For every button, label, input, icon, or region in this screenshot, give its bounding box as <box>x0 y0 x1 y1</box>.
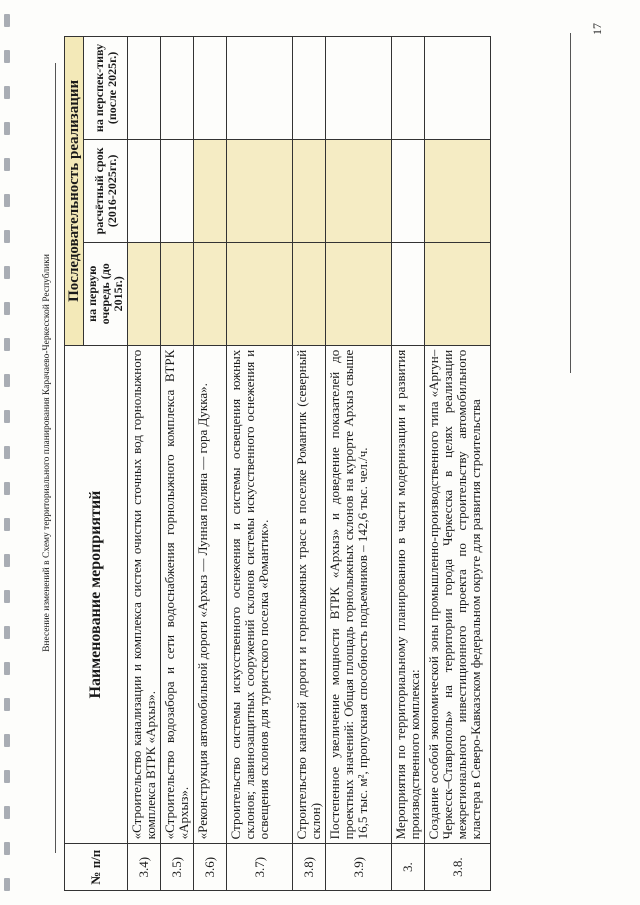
header-num: № п/п <box>65 844 128 891</box>
row-number: 3.4) <box>128 844 161 891</box>
cell-first-stage <box>425 242 491 345</box>
page-number: 17 <box>590 23 604 35</box>
row-name: Мероприятия по территориальному планированию в части модернизации и развития производственного комплекса: <box>392 345 425 844</box>
table-row <box>425 37 491 891</box>
row-name: Постепенное увеличение мощности ВТРК «Архыз» и доведение показателей до проектных значений: Общая площадь горнолыжных склонов на курорте Архыз свыше 16,5 тыс. м², пропускная способность подъемников – 142,6 тыс. чел./ч. <box>326 345 392 844</box>
row-name: «Строительство канализации и комплекса систем очистки сточных вод горнолыжного комплекса ВТРК «Архыз». <box>128 345 161 844</box>
row-number: 3.7) <box>227 844 293 891</box>
row-number: 3.6) <box>194 844 227 891</box>
cell-first-stage <box>293 242 326 345</box>
row-number: 3.5) <box>161 844 194 891</box>
cell-first-stage <box>128 242 161 345</box>
table-row <box>128 37 161 891</box>
row-number: 3.8. <box>425 844 491 891</box>
table-row <box>194 37 227 891</box>
table-row <box>326 37 392 891</box>
cell-first-stage <box>326 242 392 345</box>
cell-estimated-period <box>293 139 326 242</box>
measures-table <box>64 36 491 891</box>
binding-strip <box>0 0 16 905</box>
cell-first-stage <box>161 242 194 345</box>
row-name: Создание особой экономической зоны промышленно-производственного типа «Аргун–Черкесск–Ставрополь» на территории города Черкесска в целях реализации межрегионального инвестиционного проекта по строительству автомобильного кластера в Северо-Кавказском федеральном округе для развития строительства <box>425 345 491 844</box>
cell-first-stage <box>227 242 293 345</box>
rotated-page <box>38 13 613 893</box>
footer-rule <box>570 33 571 373</box>
running-header: Внесение изменений в Схему территориального планирования Карачаево-Черкесской Республики <box>42 254 52 652</box>
cell-estimated-period <box>194 139 227 242</box>
table-row <box>392 37 425 891</box>
cell-estimated-period <box>227 139 293 242</box>
row-name: Строительство канатной дороги и горнолыжных трасс в поселке Романтик (северный склон) <box>293 345 326 844</box>
table-row <box>293 37 326 891</box>
row-number: 3.8) <box>293 844 326 891</box>
table-header-row <box>65 37 84 891</box>
header-rule <box>55 63 56 853</box>
row-name: «Реконструкция автомобильной дороги «Архыз — Лунная поляна — гора Дукка». <box>194 345 227 844</box>
cell-estimated-period <box>326 139 392 242</box>
header-sequence: Последовательность реализации <box>65 37 84 346</box>
table-row <box>161 37 194 891</box>
row-number: 3. <box>392 844 425 891</box>
table-row <box>227 37 293 891</box>
cell-first-stage <box>194 242 227 345</box>
header-name: Наименование мероприятий <box>65 345 128 844</box>
header-first-stage: на первую очередь (до 2015г.) <box>84 242 128 345</box>
row-name: Строительство системы искусственного оснежения и системы освещения южных склонов; лавинозащитных сооружений склонов системы искусственного оснежения и освещения склонов для туристского поселка «Романтик». <box>227 345 293 844</box>
header-estimated-period: расчётный срок (2016-2025гг.) <box>84 139 128 242</box>
row-name: «Строительство водозабора и сети водоснабжения горнолыжного комплекса ВТРК «Архыз». <box>161 345 194 844</box>
header-perspective: на перспек-тиву (после 2025г.) <box>84 37 128 140</box>
cell-estimated-period <box>425 139 491 242</box>
row-number: 3.9) <box>326 844 392 891</box>
